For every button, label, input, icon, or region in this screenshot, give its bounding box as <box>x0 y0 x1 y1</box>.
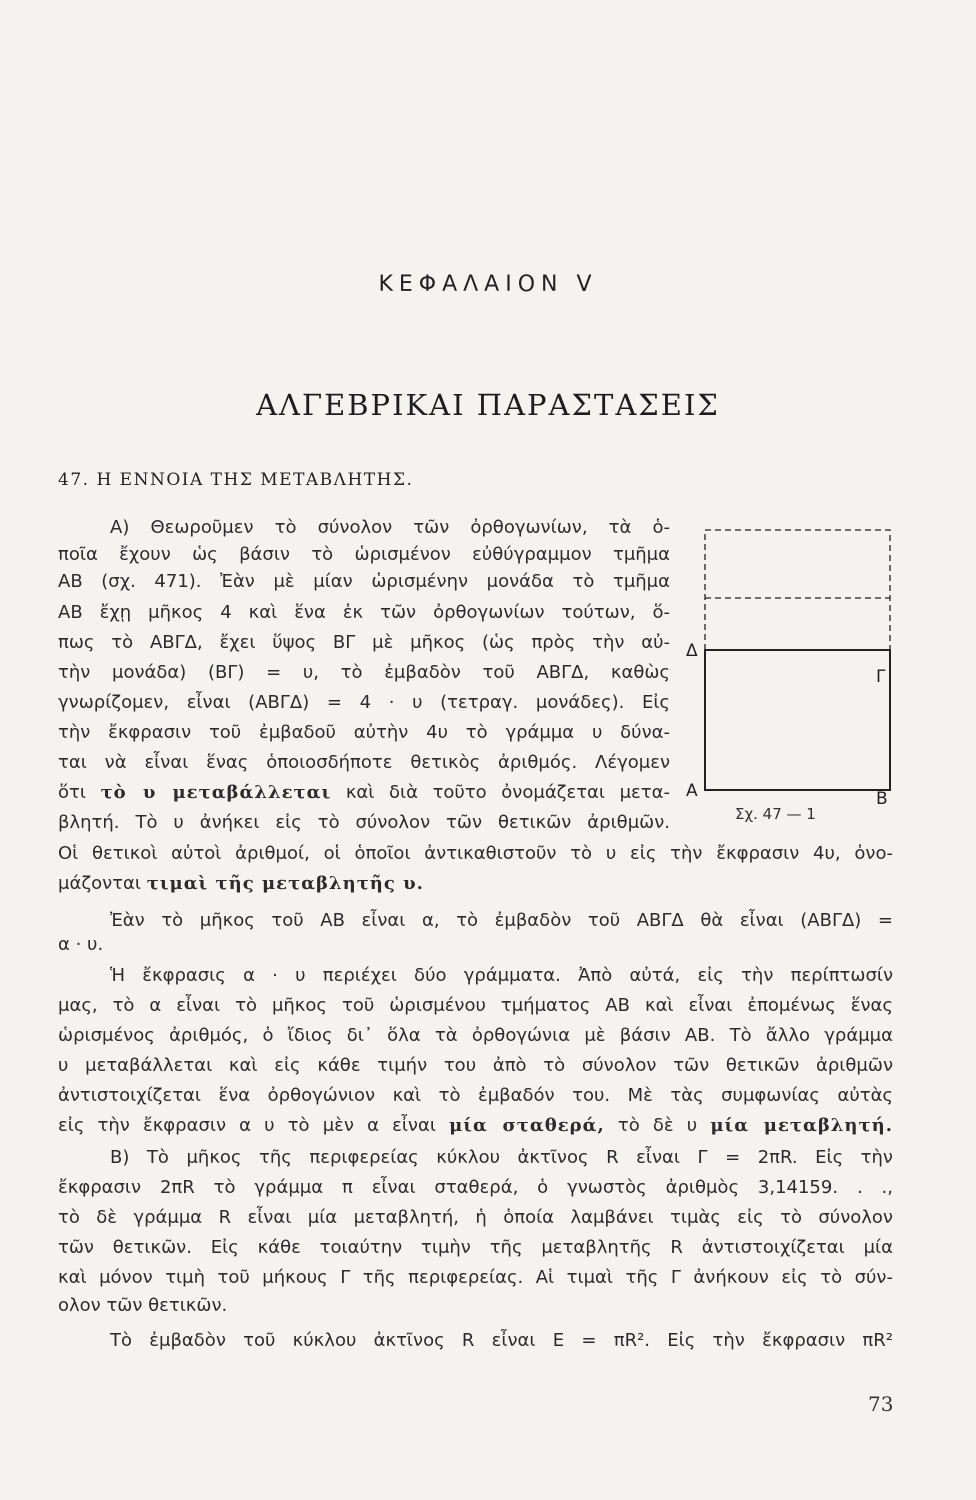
text-line: Ἐὰν τὸ μῆκος τοῦ ΑΒ εἶναι α, τὸ ἐμβαδὸν τοῦ ΑΒΓΔ θὰ εἶναι (ΑΒΓΔ) = <box>110 910 893 931</box>
label-alpha: Α <box>686 781 698 801</box>
text-line: βλητή. Τὸ υ ἀνήκει εἰς τὸ σύνολον τῶν θετικῶν ἀριθμῶν. <box>58 812 670 833</box>
text-line: τὴν ἔκφρασιν τοῦ ἐμβαδοῦ αὐτὴν 4υ τὸ γράμμα υ δύνα- <box>58 722 670 743</box>
chapter-heading: ΚΕΦΑΛΑΙΟΝ V <box>378 272 598 297</box>
text-line: Β) Τὸ μῆκος τῆς περιφερείας κύκλου ἀκτῖνος R εἶναι Γ = 2πR. Εἰς τὴν <box>110 1147 893 1168</box>
text-line <box>58 873 893 894</box>
rectangle-abgd <box>705 650 890 790</box>
text-line: Τὸ ἐμβαδὸν τοῦ κύκλου ἀκτῖνος R εἶναι Ε = πR². Εἰς τὴν ἔκφρασιν πR² <box>110 1330 893 1351</box>
page-number: 73 <box>868 1392 894 1416</box>
text-line: ὡρισμένος ἀριθμός, ὁ ἴδιος δι᾽ ὅλα τὰ ὀρθογώνια μὲ βάσιν ΑΒ. Τὸ ἄλλο γράμμα <box>58 1025 893 1046</box>
text-line <box>58 1115 893 1136</box>
text-line: ποῖα ἔχουν ὡς βάσιν τὸ ὡρισμένον εὐθύγραμμον τμῆμα <box>58 544 670 565</box>
text-line: καὶ μόνον τιμὴ τοῦ μήκους Γ τῆς περιφερείας. Αἱ τιμαὶ τῆς Γ ἀνήκουν εἰς τὸ σύν- <box>58 1267 893 1288</box>
chapter-title: ΑΛΓΕΒΡΙΚΑΙ ΠΑΡΑΣΤΑΣΕΙΣ <box>256 388 720 422</box>
text-line: τῶν θετικῶν. Εἰς κάθε τοιαύτην τιμὴν τῆς μεταβλητῆς R ἀντιστοιχίζεται μία <box>58 1237 893 1258</box>
text-line <box>58 782 670 803</box>
text-fragment: εἰς τὴν ἔκφρασιν α υ τὸ μὲν α εἶναι <box>58 1115 436 1136</box>
emphasis-text: μία μεταβλητή. <box>710 1115 893 1136</box>
text-line: τὸ δὲ γράμμα R εἶναι μία μεταβλητή, ἡ ὁποία λαμβάνει τιμὰς εἰς τὸ σύνολον <box>58 1207 893 1228</box>
text-line: ἔκφρασιν 2πR τὸ γράμμα π εἶναι σταθερά, ὁ γνωστὸς ἀριθμὸς 3,14159. . ., <box>58 1177 893 1198</box>
text-line: μας, τὸ α εἶναι τὸ μῆκος τοῦ ὡρισμένου τμήματος ΑΒ καὶ εἶναι ἐπομένως ἕνας <box>58 995 893 1016</box>
text-fragment: ὅτι <box>58 782 86 803</box>
text-fragment: μάζονται <box>58 873 141 894</box>
rectangle-diagram <box>680 520 910 830</box>
text-line: α · υ. <box>58 934 104 955</box>
text-line: πως τὸ ΑΒΓΔ, ἔχει ὕψος ΒΓ μὲ μῆκος (ὡς πρὸς τὴν αὐ- <box>58 632 670 653</box>
label-beta: Β <box>876 789 888 809</box>
text-line: ται νὰ εἶναι ἕνας ὁποιοσδήποτε θετικὸς ἀριθμός. Λέγομεν <box>58 752 670 773</box>
text-line: τὴν μονάδα) (ΒΓ) = υ, τὸ ἐμβαδὸν τοῦ ΑΒΓΔ, καθὼς <box>58 662 670 683</box>
emphasis-text: τιμαὶ τῆς μεταβλητῆς υ. <box>146 873 424 894</box>
dashed-rectangle-outer <box>705 530 890 650</box>
text-fragment: τὸ δὲ υ <box>617 1115 698 1136</box>
label-delta: Δ <box>686 641 698 661</box>
text-line: ΑΒ (σχ. 471). Ἐὰν μὲ μίαν ὡρισμένην μονάδα τὸ τμῆμα <box>58 571 670 592</box>
figure-rectangles <box>680 520 910 830</box>
emphasis-text: τὸ υ μεταβάλλεται <box>100 782 332 803</box>
text-line: Ἡ ἔκφρασις α · υ περιέχει δύο γράμματα. Ἀπὸ αὐτά, εἰς τὴν περίπτωσίν <box>110 965 893 986</box>
section-heading: 47. Η ΕΝΝΟΙΑ ΤΗΣ ΜΕΤΑΒΛΗΤΗΣ. <box>58 470 414 490</box>
text-fragment: καὶ διὰ τοῦτο ὀνομάζεται μετα- <box>345 782 670 803</box>
text-line: Οἱ θετικοὶ αὐτοὶ ἀριθμοί, οἱ ὁποῖοι ἀντικαθιστοῦν τὸ υ εἰς τὴν ἔκφρασιν 4υ, ὀνο- <box>58 843 893 864</box>
text-line: ολον τῶν θετικῶν. <box>58 1295 228 1316</box>
figure-caption: Σχ. 47 — 1 <box>735 805 816 823</box>
text-line: ΑΒ ἔχῃ μῆκος 4 καὶ ἕνα ἐκ τῶν ὀρθογωνίων τούτων, ὅ- <box>58 602 670 623</box>
text-line: Α) Θεωροῦμεν τὸ σύνολον τῶν ὀρθογωνίων, τὰ ὁ- <box>110 517 670 538</box>
text-line: γνωρίζομεν, εἶναι (ΑΒΓΔ) = 4 · υ (τετραγ. μονάδες). Εἰς <box>58 692 670 713</box>
label-gamma: Γ <box>876 667 886 687</box>
text-line: υ μεταβάλλεται καὶ εἰς κάθε τιμήν του ἀπὸ τὸ σύνολον τῶν θετικῶν ἀριθμῶν <box>58 1055 893 1076</box>
emphasis-text: μία σταθερά, <box>449 1115 605 1136</box>
text-line: ἀντιστοιχίζεται ἕνα ὀρθογώνιον καὶ τὸ ἐμβαδόν του. Μὲ τὰς συμφωνίας αὐτὰς <box>58 1085 893 1106</box>
